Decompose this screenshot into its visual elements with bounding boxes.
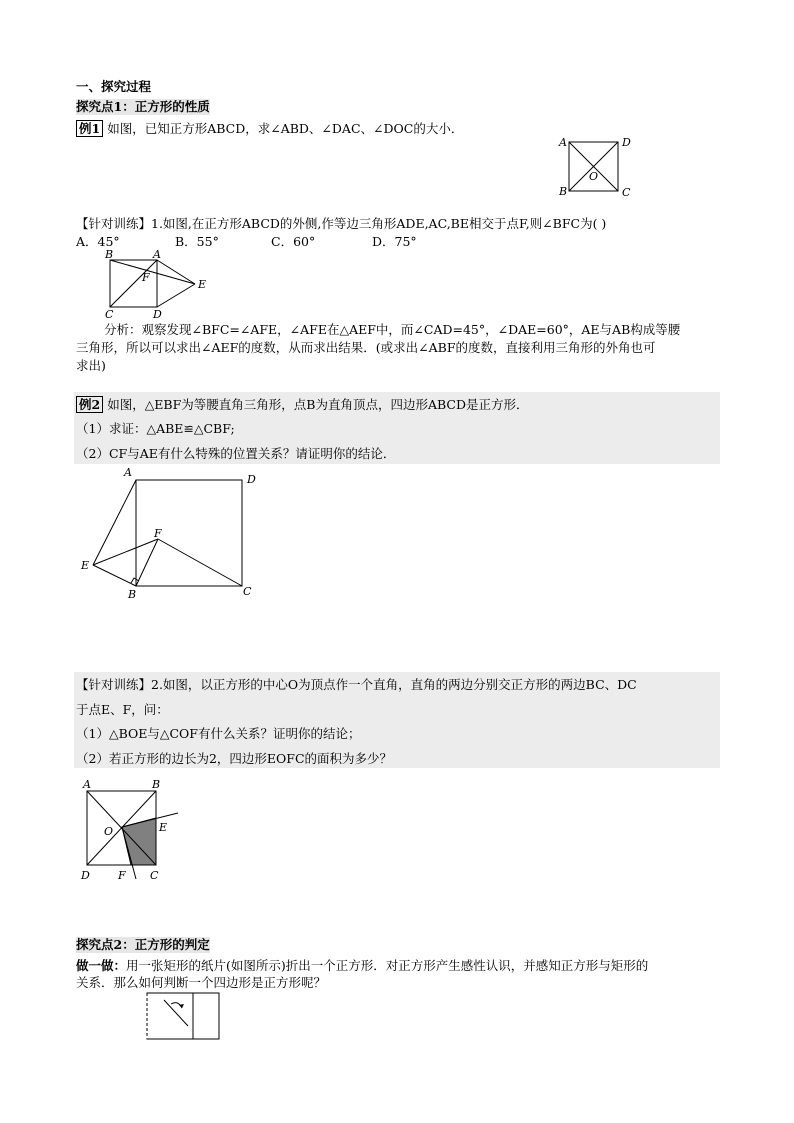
label-a: A	[559, 136, 567, 149]
label-a: A	[83, 778, 91, 791]
figure-folding-paper	[144, 990, 224, 1044]
label-d: D	[81, 869, 90, 882]
example1	[76, 121, 463, 137]
label-e: E	[159, 821, 168, 834]
label-o: O	[104, 825, 114, 838]
doit-line1	[76, 958, 648, 974]
label-e: E	[198, 278, 207, 291]
label-o: O	[589, 170, 599, 183]
training1-text: 【针对训练】1.如图,在正方形ABCD的外侧,作等边三角形ADE,AC,BE相交于点F,则∠BFC为( )	[76, 216, 607, 231]
label-d: D	[622, 136, 631, 149]
label-f: F	[118, 869, 126, 882]
example2-tag: 例2	[76, 396, 103, 413]
training1-option-d: D．75°	[372, 234, 417, 249]
example1-text: 如图，已知正方形ABCD，求∠ABD、∠DAC、∠DOC的大小．	[107, 121, 464, 136]
analysis-line3: 求出)	[76, 358, 106, 373]
training1-option-b: B．55°	[175, 234, 219, 249]
analysis-line1: 分析：观察发现∠BFC=∠AFE，∠AFE在△AEF中，而∠CAD=45°，∠DAE=60°，AE与AB构成等腰	[104, 322, 681, 337]
label-c: C	[105, 308, 114, 319]
example2-question2: （2）CF与AE有什么特殊的位置关系？请证明你的结论．	[76, 446, 396, 461]
label-a: A	[153, 248, 161, 261]
example2-question1: （1）求证：△ABE≌△CBF;	[76, 421, 235, 436]
label-c: C	[150, 869, 159, 882]
example2-text: 如图，△EBF为等腰直角三角形，点B为直角顶点，四边形ABCD是正方形．	[107, 397, 529, 412]
section-title: 一、探究过程	[76, 79, 152, 94]
figure-square-equilateral	[100, 247, 215, 319]
doit-text1: 用一张矩形的纸片(如图所示)折出一个正方形．对正方形产生感性认识，并感知正方形与矩形的	[126, 958, 649, 973]
label-d: D	[153, 308, 162, 319]
training2-question2: （2）若正方形的边长为2，四边形EOFC的面积为多少？	[76, 751, 393, 766]
training2-question1: （1）△BOE与△COF有什么关系？证明你的结论；	[76, 726, 361, 741]
label-a: A	[124, 466, 132, 479]
label-f: F	[142, 271, 150, 284]
point2-title: 探究点2：正方形的判定	[76, 937, 210, 952]
analysis-line2: 三角形，所以可以求出∠AEF的度数，从而求出结果．(或求出∠ABF的度数，直接利用三角形的外角也可	[76, 340, 656, 355]
training2-line1: 【针对训练】2.如图，以正方形的中心O为顶点作一个直角，直角的两边分别交正方形的两边BC、DC	[76, 677, 637, 692]
label-f: F	[154, 527, 162, 540]
label-d: D	[247, 473, 256, 486]
example2	[76, 397, 529, 413]
label-b: B	[128, 588, 137, 601]
training1-option-c: C．60°	[271, 234, 316, 249]
doit-label: 做一做：	[76, 958, 127, 973]
point1-title: 探究点1：正方形的性质	[76, 99, 210, 114]
example1-tag: 例1	[76, 120, 103, 137]
training2-line2: 于点E、F，问：	[76, 702, 169, 717]
training1-option-a: A．45°	[76, 234, 120, 249]
figure-square-right-triangle	[78, 464, 263, 604]
label-e: E	[81, 559, 90, 572]
doit-line2: 关系．那么如何判断一个四边形是正方形呢？	[76, 975, 327, 990]
figure-square-center-angle	[74, 774, 184, 886]
label-c: C	[243, 585, 252, 598]
label-b: B	[105, 248, 114, 261]
figure-square-diagonals	[556, 134, 636, 198]
label-c: C	[622, 186, 631, 198]
label-b: B	[152, 778, 161, 791]
label-b: B	[559, 185, 568, 198]
